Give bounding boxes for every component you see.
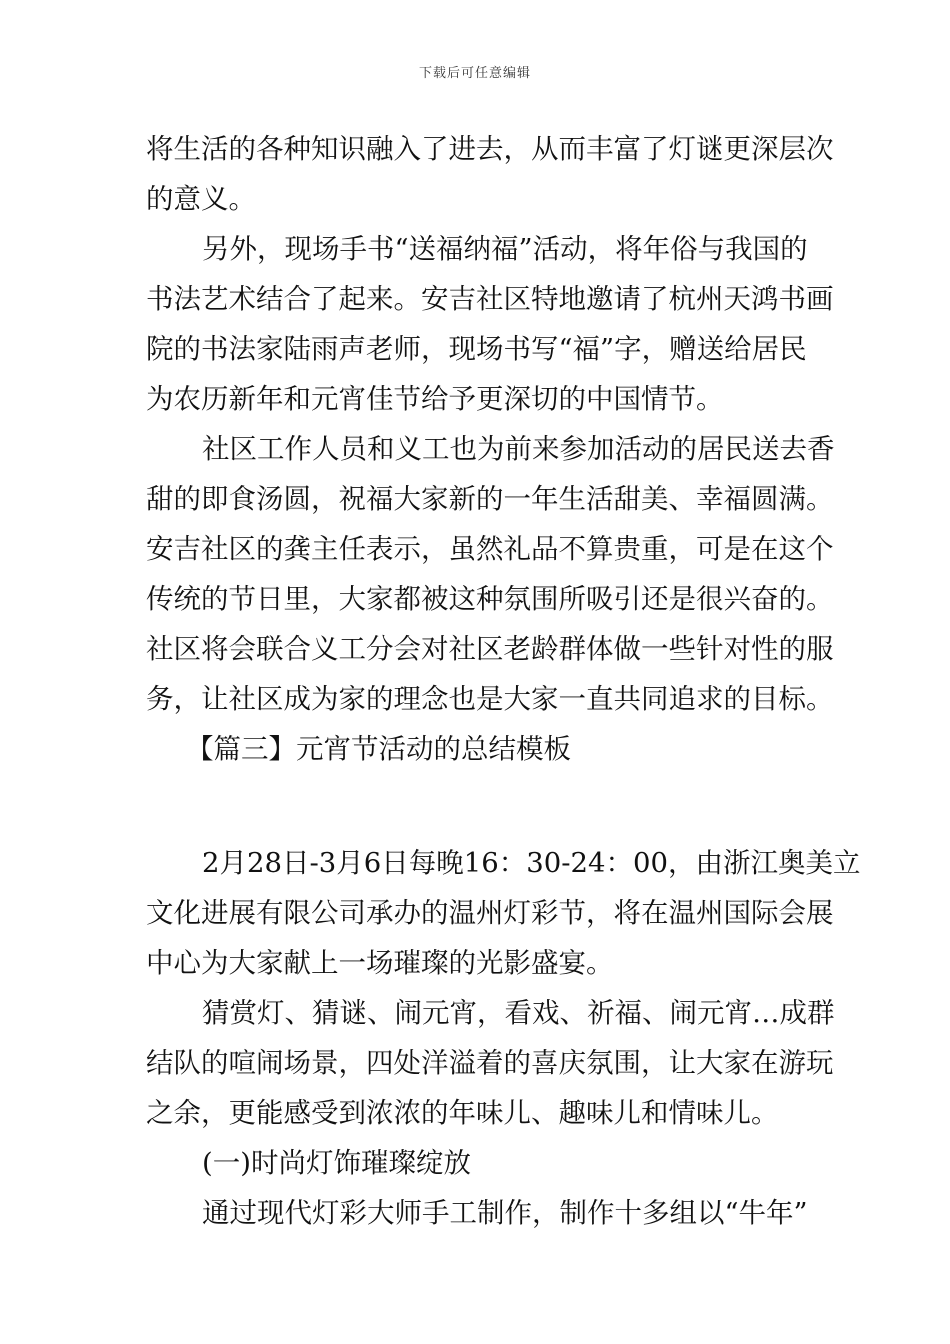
paragraph-line: 之余，更能感受到浓浓的年味儿、趣味儿和情味儿。: [146, 1097, 779, 1129]
subsection-heading: (一)时尚灯饰璀璨绽放: [202, 1147, 471, 1179]
paragraph-line: 另外，现场手书“送福纳福”活动，将年俗与我国的: [202, 233, 808, 265]
paragraph-line: 将生活的各种知识融入了进去，从而丰富了灯谜更深层次: [146, 133, 834, 165]
paragraph-line: 院的书法家陆雨声老师，现场书写“福”字，赠送给居民: [146, 333, 807, 365]
paragraph-line: 书法艺术结合了起来。安吉社区特地邀请了杭州天鸿书画: [146, 283, 834, 315]
paragraph-line: 2月28日-3月6日每晚16：30-24：00，由浙江奥美立: [202, 847, 861, 879]
document-body: [146, 124, 861, 1238]
paragraph-line: 社区将会联合义工分会对社区老龄群体做一些针对性的服: [146, 633, 834, 665]
paragraph-line: 务，让社区成为家的理念也是大家一直共同追求的目标。: [146, 683, 834, 715]
paragraph-line: 甜的即食汤圆，祝福大家新的一年生活甜美、幸福圆满。: [146, 483, 834, 515]
paragraph-line: 传统的节日里，大家都被这种氛围所吸引还是很兴奋的。: [146, 583, 834, 615]
paragraph-line: 结队的喧闹场景，四处洋溢着的喜庆氛围，让大家在游玩: [146, 1047, 834, 1079]
paragraph-line: 的意义。: [146, 183, 256, 215]
blank-line: [146, 774, 810, 824]
spacer: [146, 824, 810, 838]
paragraph-line: 文化进展有限公司承办的温州灯彩节，将在温州国际会展: [146, 897, 834, 929]
paragraph-line: 社区工作人员和义工也为前来参加活动的居民送去香: [202, 433, 835, 465]
paragraph-line: 中心为大家献上一场璀璨的光影盛宴。: [146, 947, 614, 979]
paragraph-line: 安吉社区的龚主任表示，虽然礼品不算贵重，可是在这个: [146, 533, 834, 565]
section-heading: 【篇三】元宵节活动的总结模板: [186, 733, 571, 765]
paragraph-line: 通过现代灯彩大师手工制作，制作十多组以“牛年”: [202, 1197, 808, 1229]
page-header: 下载后可任意编辑: [418, 66, 531, 81]
paragraph-line: 为农历新年和元宵佳节给予更深切的中国情节。: [146, 383, 724, 415]
paragraph-line: 猜赏灯、猜谜、闹元宵，看戏、祈福、闹元宵…成群: [202, 997, 835, 1029]
